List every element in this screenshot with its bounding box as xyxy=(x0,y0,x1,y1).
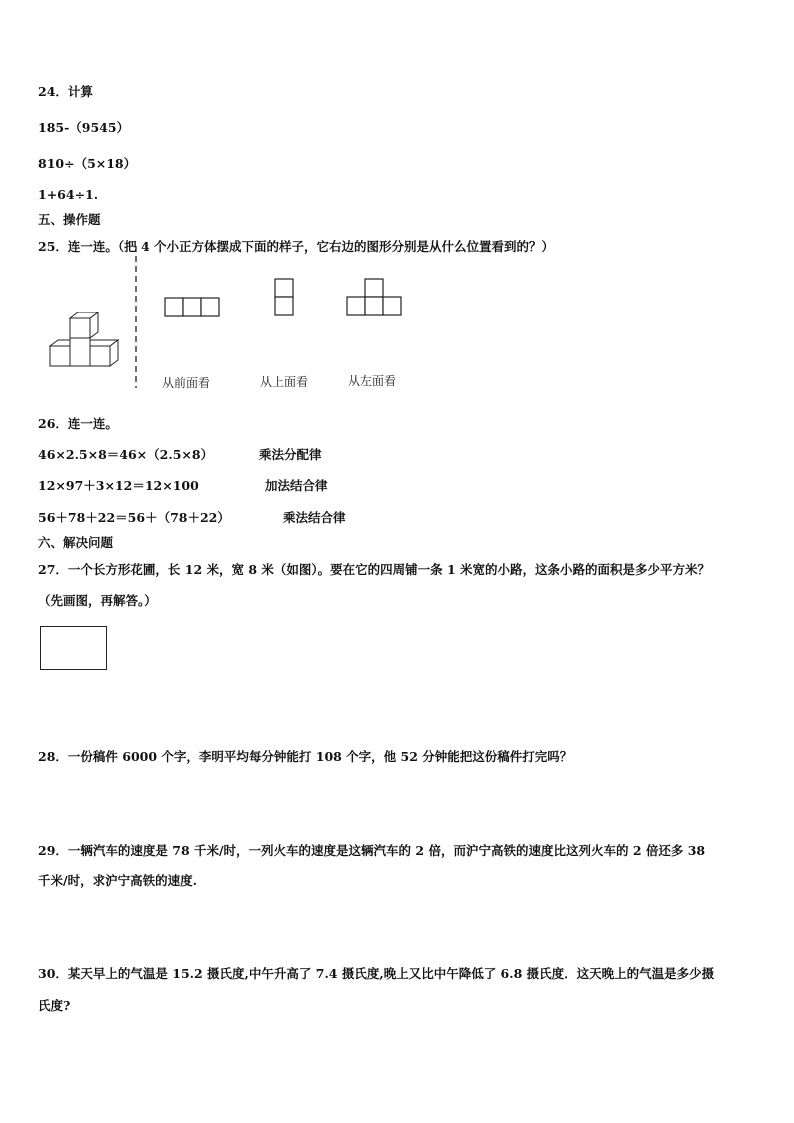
q24-expression-2: 810÷（5×18） xyxy=(38,156,137,171)
q26-expression-2: 12×97＋3×12＝12×100 xyxy=(38,478,199,493)
front-view-figure xyxy=(163,296,223,318)
q29-text-line-1: 29．一辆汽车的速度是 78 千米/时，一列火车的速度是这辆汽车的 2 倍，而沪宁高铁的速度比这列火车的 2 倍还多 38 xyxy=(38,843,706,858)
garden-rectangle-figure xyxy=(40,626,107,670)
q24-expression-3: 1+64÷1. xyxy=(38,187,99,202)
view-label-front: 从前面看 xyxy=(162,376,211,390)
q28-text: 28．一份稿件 6000 个字，李明平均每分钟能打 108 个字，他 52 分钟能把这份稿件打完吗？ xyxy=(38,749,573,764)
q30-text-line-2: 氏度? xyxy=(38,998,71,1013)
q26-expression-3: 56＋78＋22＝56＋（78＋22） xyxy=(38,510,230,525)
q27-text-line-1: 27．一个长方形花圃，长 12 米，宽 8 米（如图）。要在它的四周铺一条 1 米宽的小路，这条小路的面积是多少平方米？ xyxy=(38,562,711,577)
q29-text-line-2: 千米/时，求沪宁高铁的速度. xyxy=(38,873,197,888)
q26-title: 26．连一连。 xyxy=(38,416,118,431)
q26-law-3: 乘法结合律 xyxy=(283,510,346,525)
q24-title: 24．计算 xyxy=(38,84,93,99)
q26-law-2: 加法结合律 xyxy=(265,478,328,493)
q26-law-1: 乘法分配律 xyxy=(259,447,322,462)
top-view-figure xyxy=(272,277,296,319)
section-6-heading: 六、解决问题 xyxy=(38,535,114,550)
left-view-figure xyxy=(344,277,406,319)
q27-text-line-2: （先画图，再解答。） xyxy=(38,593,157,608)
q25-title: 25．连一连。（把 4 个小正方体摆成下面的样子，它右边的图形分别是从什么位置看到的？） xyxy=(38,239,555,254)
q30-text-line-1: 30．某天早上的气温是 15.2 摄氏度,中午升高了 7.4 摄氏度,晚上又比中午降低了 6.8 摄氏度．这天晚上的气温是多少摄 xyxy=(38,966,715,981)
view-label-top: 从上面看 xyxy=(260,375,309,389)
cube-stack-figure xyxy=(40,312,130,382)
dashed-divider xyxy=(134,246,138,388)
q26-expression-1: 46×2.5×8＝46×（2.5×8） xyxy=(38,447,214,462)
section-5-heading: 五、操作题 xyxy=(38,212,101,227)
q24-expression-1: 185-（9545） xyxy=(38,120,130,135)
view-label-left: 从左面看 xyxy=(348,374,397,388)
